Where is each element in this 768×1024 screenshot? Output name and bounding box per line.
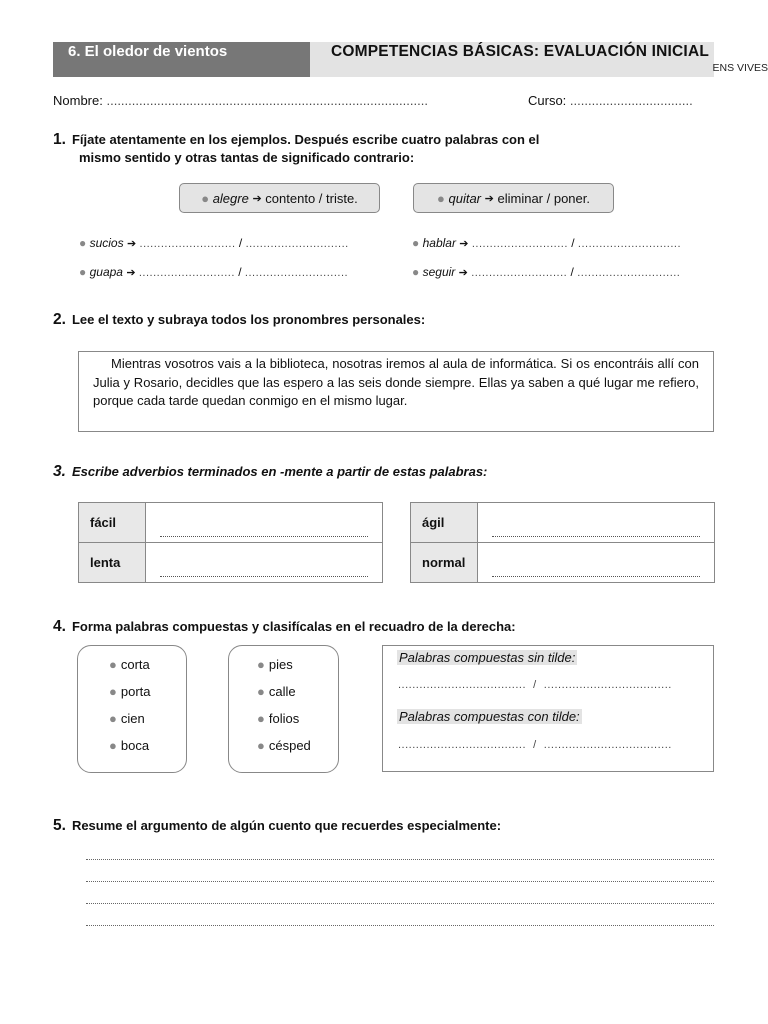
word-answer-line[interactable]: ● seguir ➔ ........................... / ............................. <box>412 265 681 279</box>
without-accent-label: Palabras compuestas sin tilde: <box>399 650 576 665</box>
word-list-2 <box>228 645 339 773</box>
bullet-icon: ● <box>257 711 265 726</box>
q4-title <box>53 618 516 636</box>
q5-title-text: Resume el argumento de algún cuento que recuerdes especialmente: <box>71 818 502 833</box>
example-answer: eliminar / poner. <box>497 190 590 206</box>
bullet-icon: ● <box>79 236 87 250</box>
example-answer: contento / triste. <box>265 190 358 206</box>
q3-title <box>53 463 487 481</box>
q2-number: 2. <box>53 311 66 328</box>
q2-text: Mientras vosotros vais a la biblioteca, nosotras iremos al aula de informática. Si os encontráis allí con Julia y Rosario, decidles que las espero a las seis donde siempre. Ellas ya saben a qué lugar me refiero, porque cada tarde quedan conmigo en el mismo lugar. <box>93 356 699 408</box>
q3-title-text: Escribe adverbios terminados en -mente a partir de estas palabras: <box>71 464 488 479</box>
answer-line[interactable] <box>86 859 714 860</box>
arrow-right-icon: ➔ <box>126 267 136 279</box>
bullet-icon: ● <box>412 265 420 279</box>
list-item: ● cien <box>109 711 145 726</box>
adverb-answer[interactable] <box>478 543 715 583</box>
with-accent-label: Palabras compuestas con tilde: <box>399 709 580 724</box>
word: sucios <box>89 236 124 250</box>
answer-line[interactable] <box>86 925 714 926</box>
q2-title <box>53 311 425 329</box>
adverbs-table-right <box>410 502 715 583</box>
adverb-answer[interactable] <box>146 543 383 583</box>
with-accent-answer[interactable]: .................................... / .................................... <box>398 739 672 751</box>
example-word: quitar <box>448 190 482 206</box>
name-field[interactable]: Nombre: ......................................................................................... <box>53 93 428 108</box>
course-field[interactable]: Curso: .................................. <box>528 93 693 108</box>
course-label: Curso: <box>528 93 567 108</box>
bullet-icon: ● <box>109 684 117 699</box>
adverbs-table-left <box>78 502 383 583</box>
q4-title-text: Forma palabras compuestas y clasifícalas en el recuadro de la derecha: <box>71 619 516 634</box>
example-box-2 <box>413 183 614 213</box>
adverb-word: normal <box>411 543 478 583</box>
adverb-answer[interactable] <box>146 503 383 543</box>
arrow-right-icon: ➔ <box>126 238 137 250</box>
list-item: ● césped <box>257 738 311 753</box>
q1-title-line1: Fíjate atentamente en los ejemplos. Después escribe cuatro palabras con el <box>71 132 540 147</box>
bullet-icon: ● <box>109 738 117 753</box>
q1-number: 1. <box>53 131 66 148</box>
bullet-icon: ● <box>437 190 445 206</box>
list-item: ● folios <box>257 711 300 726</box>
name-label: Nombre: <box>53 93 103 108</box>
arrow-right-icon: ➔ <box>458 267 468 279</box>
arrow-right-icon: ➔ <box>484 192 494 205</box>
word-list-1 <box>77 645 187 773</box>
adverb-word: lenta <box>79 543 146 583</box>
q3-number: 3. <box>53 463 66 480</box>
word: hablar <box>422 236 456 250</box>
adverb-word: ágil <box>411 503 478 543</box>
q2-text-box <box>78 351 714 432</box>
example-box-1 <box>179 183 380 213</box>
arrow-right-icon: ➔ <box>459 238 469 250</box>
unit-title: 6. El oledor de vientos <box>53 42 310 77</box>
list-item: ● calle <box>257 684 296 699</box>
answer-line[interactable] <box>86 881 714 882</box>
word-answer-line[interactable]: ● hablar ➔ ........................... / ............................. <box>412 236 682 250</box>
arrow-right-icon: ➔ <box>252 192 262 205</box>
list-item: ● boca <box>109 738 150 753</box>
word: seguir <box>422 265 456 279</box>
example-word: alegre <box>212 190 249 206</box>
q4-number: 4. <box>53 618 66 635</box>
compound-words-box <box>382 645 714 772</box>
brand-logo: ENS VIVES <box>712 62 768 74</box>
word-answer-line[interactable]: ● guapa ➔ ........................... / ............................. <box>79 265 349 279</box>
without-accent-answer[interactable]: .................................... / .................................... <box>398 679 672 691</box>
q2-title-text: Lee el texto y subraya todos los pronombres personales: <box>71 312 426 327</box>
word-answer-line[interactable]: ● sucios ➔ ........................... / ............................. <box>79 236 349 250</box>
answer-line[interactable] <box>86 903 714 904</box>
q5-title <box>53 817 501 835</box>
page-title: COMPETENCIAS BÁSICAS: EVALUACIÓN INICIAL <box>310 42 714 77</box>
list-item: ● pies <box>257 657 293 672</box>
bullet-icon: ● <box>109 657 117 672</box>
list-item: ● porta <box>109 684 151 699</box>
bullet-icon: ● <box>257 684 265 699</box>
q1-title <box>53 131 539 149</box>
q1-title-line2: mismo sentido y otras tantas de significado contrario: <box>79 150 415 165</box>
bullet-icon: ● <box>257 657 265 672</box>
q5-number: 5. <box>53 817 66 834</box>
bullet-icon: ● <box>257 738 265 753</box>
adverb-word: fácil <box>79 503 146 543</box>
word: guapa <box>89 265 123 279</box>
bullet-icon: ● <box>109 711 117 726</box>
list-item: ● corta <box>109 657 150 672</box>
bullet-icon: ● <box>412 236 420 250</box>
bullet-icon: ● <box>79 265 87 279</box>
adverb-answer[interactable] <box>478 503 715 543</box>
bullet-icon: ● <box>201 190 210 206</box>
